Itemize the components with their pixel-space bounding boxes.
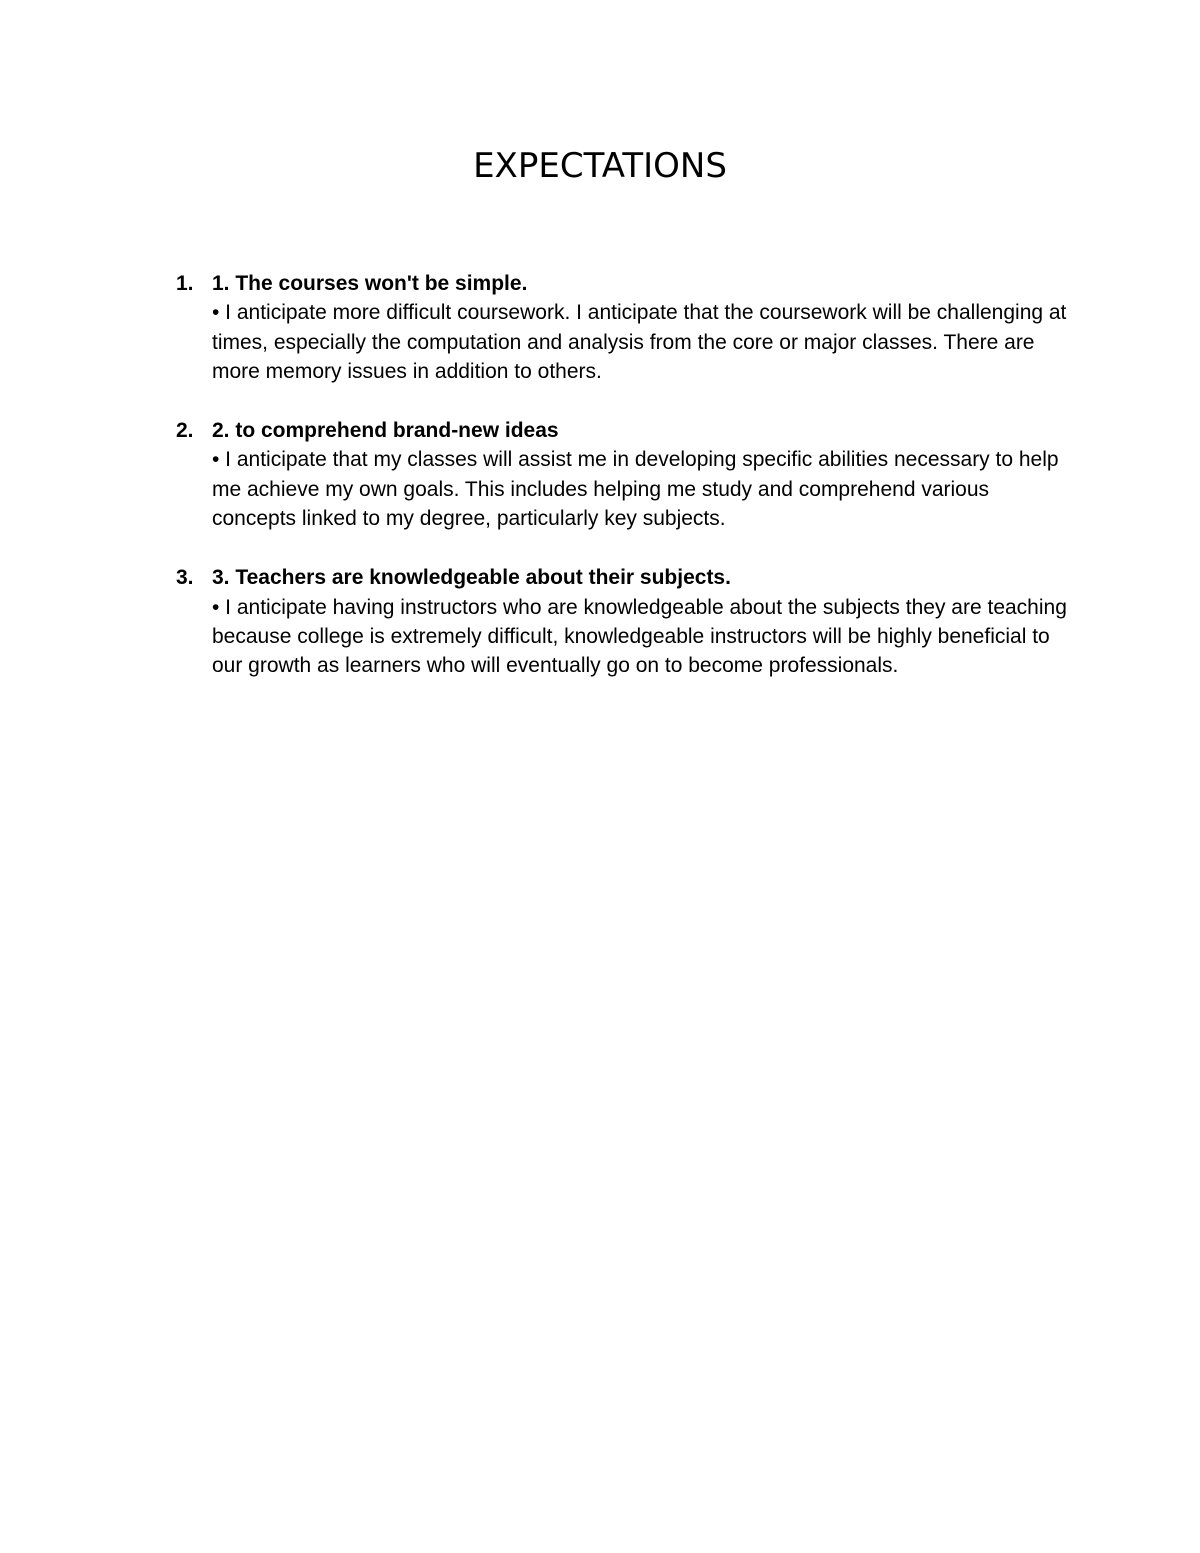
list-item	[168, 563, 1068, 680]
list-item-body: • I anticipate having instructors who are knowledgeable about the subjects they are teaching because college is extremely difficult, knowledgeable instructors will be highly beneficial to our growth as learners who will eventually go on to become professionals.	[212, 595, 1067, 678]
list-item-heading: 1. The courses won't be simple.	[212, 272, 528, 295]
list-item-number: 3.	[176, 566, 194, 590]
list-item-body: • I anticipate that my classes will assist me in developing specific abilities necessary to help me achieve my own goals. This includes helping me study and comprehend various concepts linked to my degree, particularly key subjects.	[212, 448, 1059, 531]
list-item-number: 2.	[176, 419, 194, 443]
list-item-heading: 3. Teachers are knowledgeable about their subjects.	[212, 566, 731, 590]
expectations-list	[168, 269, 1068, 711]
list-item-number: 1.	[176, 272, 194, 295]
list-item-body: • I anticipate more difficult coursework. I anticipate that the coursework will be challenging at times, especially the computation and analysis from the core or major classes. There are more memory issues in addition to others.	[212, 301, 1067, 383]
document-title: EXPECTATIONS	[473, 146, 727, 186]
list-item	[168, 269, 1068, 386]
list-item-heading: 2. to comprehend brand-new ideas	[212, 419, 559, 443]
list-item	[168, 416, 1068, 533]
